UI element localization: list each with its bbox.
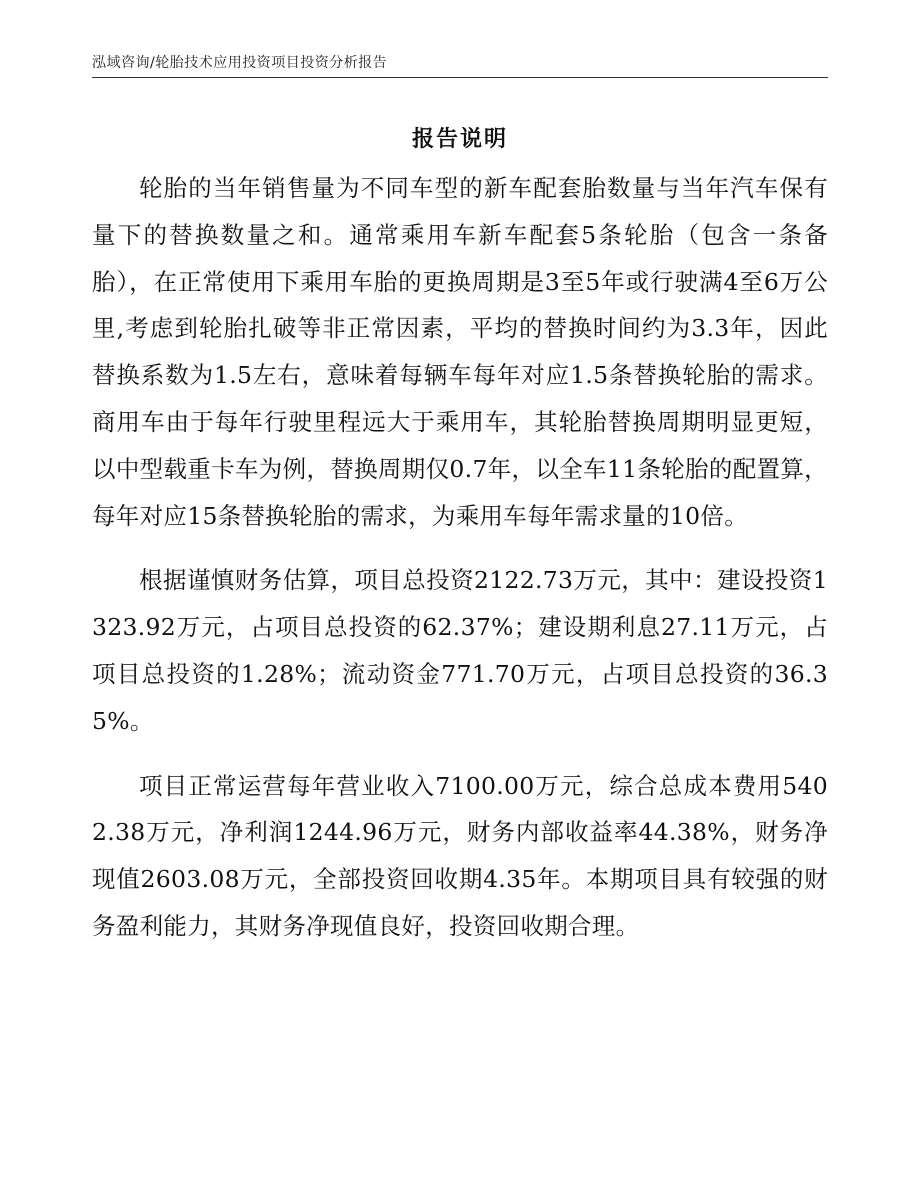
running-header: 泓域咨询/轮胎技术应用投资项目投资分析报告	[92, 55, 388, 71]
paragraph-financials: 项目正常运营每年营业收入7100.00万元，综合总成本费用5402.38万元，净利润1244.96万元，财务内部收益率44.38%，财务净现值2603.08万元，全部投资回收期4.35年。本期项目具有较强的财务盈利能力，其财务净现值良好，投资回收期合理。	[92, 771, 828, 940]
page-title: 报告说明	[411, 126, 508, 152]
header-divider	[92, 77, 828, 78]
paragraph-tire-demand: 轮胎的当年销售量为不同车型的新车配套胎数量与当年汽车保有量下的替换数量之和。通常乘用车新车配套5条轮胎（包含一条备胎），在正常使用下乘用车胎的更换周期是3至5年或行驶满4至6万公里,考虑到轮胎扎破等非正常因素，平均的替换时间约为3.3年，因此替换系数为1.5左右，意味着每辆车每年对应1.5条替换轮胎的需求。商用车由于每年行驶里程远大于乘用车，其轮胎替换周期明显更短，以中型载重卡车为例，替换周期仅0.7年，以全车11条轮胎的配置算，每年对应15条替换轮胎的需求，为乘用车每年需求量的10倍。	[92, 174, 828, 530]
report-body	[92, 165, 828, 950]
paragraph-investment: 根据谨慎财务估算，项目总投资2122.73万元，其中：建设投资1323.92万元，占项目总投资的62.37%；建设期利息27.11万元，占项目总投资的1.28%；流动资金771.70万元，占项目总投资的36.35%。	[92, 566, 828, 735]
